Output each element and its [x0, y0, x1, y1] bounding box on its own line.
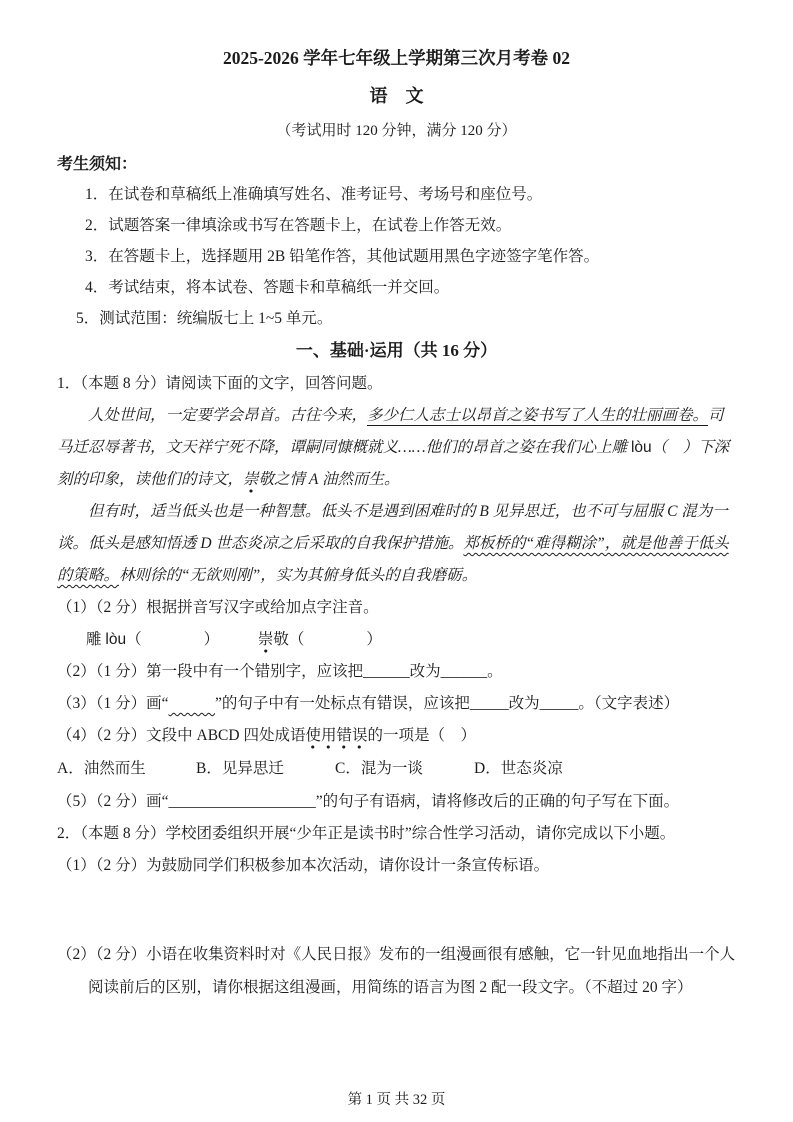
passage-text: 敬之情 A 油然而生。	[258, 471, 400, 488]
notice-item-2: 2．试题答案一律填涂或书写在答题卡上，在试卷上作答无效。	[85, 217, 512, 234]
question-2-subquestion-2: （2）（2 分）小语在收集资料时对《人民日报》发布的一组漫画很有感触，它一针见血地指出一个人阅读前后的区别，请你根据这组漫画，用简练的语言为图 2 配一段文字。（不超过 20 字）	[57, 946, 736, 996]
underlined-sentence: 多少仁人志士以昂首之姿书写了人生的壮丽画卷。	[367, 407, 709, 424]
answer-writing-space	[57, 882, 736, 938]
emphasized-char-chong: 崇	[243, 471, 259, 493]
passage-text: （ ）下深刻的印象，读他们的诗文，	[57, 439, 730, 488]
subject-title: 语 文	[369, 86, 424, 106]
choice-options-row	[57, 752, 736, 786]
answer-text: （ ）	[126, 631, 258, 648]
question-2-stem: 2．（本题 8 分）学校团委组织开展“少年正是读书时”综合性学习活动，请你完成以下小题。	[57, 825, 676, 842]
question-1-stem: 1．（本题 8 分）请阅读下面的文字，回答问题。	[57, 375, 383, 392]
passage-paragraph-1	[57, 400, 736, 496]
wavy-underlined-sentence: 郑板桥的“难得糊涂”，就是他善于低头的策略。	[57, 535, 729, 584]
notice-item-3: 3．在答题卡上，选择题用 2B 铅笔作答，其他试题用黑色字迹签字笔作答。	[85, 248, 600, 265]
passage-paragraph-2	[57, 496, 736, 592]
notice-item-4: 4．考试结束，将本试卷、答题卡和草稿纸一并交回。	[85, 279, 450, 296]
subquestion-4	[57, 720, 736, 752]
passage-text: 司马迁忍辱著书，文天祥宁死不降，谭嗣同慷概就义……他们的昂首之姿在我们心上雕	[57, 407, 724, 456]
passage-text: 林则徐的“无欲则刚”，实为其俯身低头的自我磨砺。	[119, 567, 478, 584]
subquestion-2: （2）（1 分）第一段中有一个错别字，应该把______改为______。	[57, 663, 503, 680]
subquestion-1-answer-line	[57, 624, 736, 656]
subquestion-1-label: （1）（2 分）根据拼音写汉字或给加点字注音。	[57, 599, 379, 616]
answer-text: 雕	[86, 631, 106, 648]
page-title: 2025-2026 学年七年级上学期第三次月考卷 02	[222, 48, 571, 68]
emphasized-char-chong: 崇	[258, 631, 274, 653]
option-a: A．油然而生	[57, 760, 146, 777]
passage-text: 人处世间，一定要学会昂首。古往今来，	[88, 407, 368, 424]
wavy-blank-line	[169, 695, 216, 712]
subquestion-text: （4）（2 分）文段中 ABCD 四处成语	[57, 727, 306, 744]
option-d: D．世态炎凉	[474, 760, 563, 777]
notice-item-1: 1．在试卷和草稿纸上准确填写姓名、准考证号、考场号和座位号。	[85, 186, 543, 203]
answer-text: 敬（ ）	[273, 631, 382, 648]
notice-item-5: 5．测试范围：统编版七上 1~5 单元。	[76, 310, 333, 327]
subquestion-5: （5）（2 分）画“___________________”的句子有语病，请将修改后的正确的句子写在下面。	[57, 793, 680, 810]
subquestion-text: （3）（1 分）画“	[57, 695, 169, 712]
pinyin-lou: lòu	[630, 439, 652, 456]
question-2-subquestion-1: （1）（2 分）为鼓励同学们积极参加本次活动，请你设计一条宣传标语。	[57, 857, 550, 874]
emphasized-phrase: 使用错误	[305, 727, 367, 749]
subquestion-text: 的一项是（ ）	[367, 727, 476, 744]
option-c: C．混为一谈	[335, 760, 423, 777]
passage-text: 但有时，适当低头也是一种智慧。低头不是遇到困难时的 B 见异思迁，也不可与屈服 C 混为一谈。低头是感知悟透 D 世态炎凉之后采取的自我保护措施。	[57, 503, 728, 552]
exam-duration-info: （考试用时 120 分钟，满分 120 分）	[276, 123, 517, 139]
notice-heading: 考生须知：	[57, 156, 138, 173]
section-1-heading: 一、基础·运用（共 16 分）	[295, 341, 498, 360]
pinyin-lou: lòu	[105, 631, 127, 648]
page-footer: 第 1 页 共 32 页	[347, 1092, 446, 1108]
subquestion-3	[57, 688, 736, 720]
subquestion-text: ”的句子中有一处标点有错误，应该把_____改为_____。（文字表述）	[215, 695, 680, 712]
option-b: B．见异思迁	[196, 760, 284, 777]
